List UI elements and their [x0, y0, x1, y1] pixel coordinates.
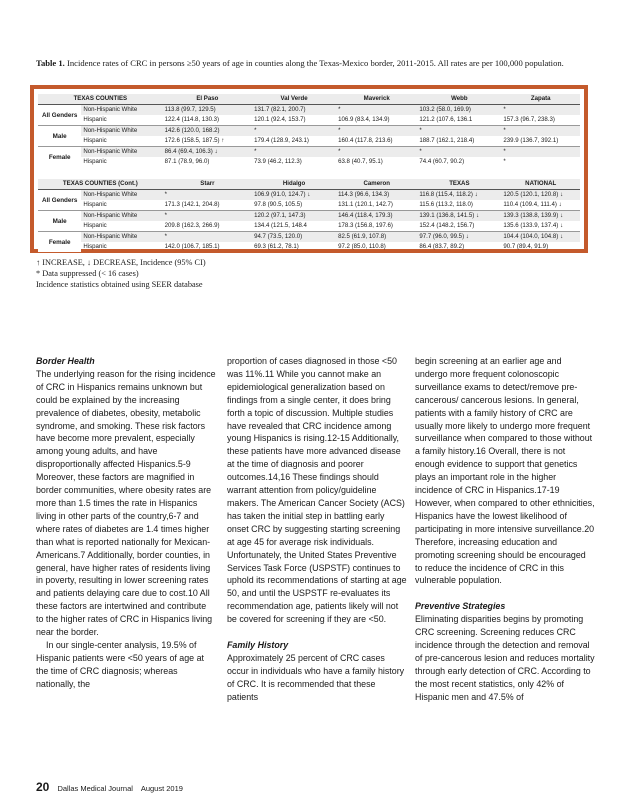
rate-cell: 87.1 (78.9, 96.0) — [164, 158, 210, 165]
body-paragraph: proportion of cases diagnosed in those <50 was 11%.11 While you cannot make an epidemiological generalization based on findings from a single center, it does bring forth a topic of discussion. Multiple studies have revealed that CRC incidence among young Hispanics is rising.12-15 Additionally, these patients have more advanced disease at the time of diagnosis and poorer outcomes.14,16 These findings should warrant attention from policy/guideline makers. The American Cancer Society (ACS) has taken the initial step in battling early onset CRC by suggesting starting screening at age 45 for average risk individuals. Unfortunately, the United States Preventive Services Task Force (USPSTF) continues to uphold its recommendations of starting at age 50, and until the USPSTF re-evaluates its recommendation age, patients likely will not be covered for screening if they are <50. — [227, 356, 407, 625]
subgroup-label: Hispanic — [83, 137, 107, 144]
rate-cell: 121.2 (107.6, 136.1 — [419, 116, 473, 123]
column-header: TEXAS — [417, 179, 501, 190]
rate-cell: 131.7 (82.1, 200.7) — [252, 105, 336, 116]
column-header: NATIONAL — [501, 179, 580, 190]
body-paragraph: begin screening at an earlier age and undergo more frequent colonoscopic surveillance exams to detect/remove pre-cancerous/ cancerous lesions. In general, patients with a family history of CRC are usually more likely to undergo more frequent surveillance when compared to those without a family history.16 Overall, there is not enough evidence to support that genetics plays an important role in the higher incidence of CRC in Hispanics.17-19 However, when compared to other ethnicities, Hispanics have the lowest likelihood of participating in more intensive surveillance.20 Therefore, increasing education and promoting screening should be encouraged to reduce the incidence of CRC in this vulnerable population. — [415, 356, 595, 586]
rate-cell: 178.3 (156.8, 197.6) — [338, 222, 393, 229]
rate-cell: 160.4 (117.8, 213.6) — [338, 137, 393, 144]
rate-cell: 122.4 (114.8, 130.3) — [164, 116, 220, 123]
rate-cell: 146.4 (118.4, 179.3) — [336, 211, 417, 222]
incidence-table-border-counties — [38, 94, 580, 167]
subgroup-label: Hispanic — [83, 243, 107, 250]
table-row — [38, 105, 580, 116]
body-paragraph: Approximately 25 percent of CRC cases occur in individuals who have a family history of CRC. It is recommended that these patients — [227, 652, 405, 702]
rate-cell: 86.4 (83.7, 89.2) — [419, 243, 465, 250]
rate-cell: * — [503, 158, 506, 165]
rate-cell: 142.6 (120.0, 168.2) — [163, 126, 252, 137]
rate-cell: 69.3 (61.2, 78.1) — [254, 243, 299, 250]
paragraph-gap — [415, 587, 595, 600]
rate-cell: 106.9 (91.0, 124.7) ↓ — [252, 190, 336, 201]
column-header: TEXAS COUNTIES (Cont.) — [38, 179, 163, 190]
rate-cell: 120.1 (92.4, 153.7) — [254, 116, 306, 123]
rate-cell: 115.6 (113.2, 118.0) — [419, 201, 473, 208]
column-header: Starr — [163, 179, 252, 190]
table-legend — [36, 257, 596, 290]
group-label: Female — [38, 147, 81, 168]
rate-cell: * — [501, 126, 580, 137]
rate-cell: * — [163, 190, 252, 201]
rate-cell: * — [163, 211, 252, 222]
rate-cell: 209.8 (162.3, 266.9) — [164, 222, 220, 229]
table-header-row — [38, 94, 580, 105]
caption-text: Incidence rates of CRC in persons ≥50 years of age in counties along the Texas-Mexico border, 2011-2015. All rates are per 100,000 population. — [66, 58, 564, 68]
rate-cell: * — [417, 147, 501, 158]
rate-cell: 120.2 (97.1, 147.3) — [252, 211, 336, 222]
issue-date: August 2019 — [140, 784, 183, 793]
rate-cell: * — [252, 147, 336, 158]
subgroup-label: Hispanic — [83, 116, 107, 123]
column-header: Maverick — [336, 94, 417, 105]
rate-cell: 113.8 (99.7, 129.5) — [163, 105, 252, 116]
table-row — [38, 200, 580, 211]
group-label: Female — [38, 232, 81, 253]
rate-cell: 131.1 (120.1, 142.7) — [338, 201, 393, 208]
rate-cell: * — [501, 147, 580, 158]
rate-cell: 97.8 (90.5, 105.5) — [254, 201, 303, 208]
subgroup-label: Hispanic — [83, 201, 107, 208]
rate-cell: 97.7 (96.0, 99.5) ↓ — [417, 232, 501, 243]
rate-cell: 104.4 (104.0, 104.8) ↓ — [501, 232, 580, 243]
subgroup-label: Hispanic — [83, 158, 107, 165]
table-row — [38, 136, 580, 147]
section-heading: Family History — [227, 639, 289, 650]
rate-cell: * — [336, 147, 417, 158]
incidence-table-continued — [38, 179, 580, 252]
table-row — [38, 242, 580, 252]
group-label: All Genders — [38, 190, 81, 211]
rate-cell: * — [501, 105, 580, 116]
rate-cell: 114.3 (96.6, 134.3) — [336, 190, 417, 201]
rate-cell: 152.4 (148.2, 156.7) — [419, 222, 475, 229]
subgroup-label: Non-Hispanic White — [81, 211, 162, 222]
rate-cell: 110.4 (109.4, 111.4) ↓ — [503, 201, 562, 208]
rate-cell: 179.4 (128.9, 243.1) — [254, 137, 309, 144]
incidence-table-frame — [30, 85, 588, 253]
rate-cell: 116.8 (115.4, 118.2) ↓ — [417, 190, 501, 201]
subgroup-label: Non-Hispanic White — [81, 126, 162, 137]
group-label: Male — [38, 126, 81, 147]
table-caption — [36, 58, 596, 69]
rate-cell: 142.0 (106.7, 185.1) — [164, 243, 220, 250]
rate-cell: 139.3 (138.8, 139.9) ↓ — [501, 211, 580, 222]
column-header: Val Verde — [252, 94, 336, 105]
rate-cell: * — [252, 126, 336, 137]
article-column-2 — [227, 355, 407, 703]
group-label: Male — [38, 211, 81, 232]
column-header: Zapata — [501, 94, 580, 105]
caption-label: Table 1. — [36, 58, 65, 68]
rate-cell: 139.1 (136.8, 141.5) ↓ — [417, 211, 501, 222]
table-row — [38, 115, 580, 126]
rate-cell: * — [336, 105, 417, 116]
journal-name: Dallas Medical Journal — [57, 784, 133, 793]
legend-source: Incidence statistics obtained using SEER database — [36, 280, 203, 289]
rate-cell: 239.9 (136.7, 392.1) — [503, 137, 559, 144]
group-label: All Genders — [38, 105, 81, 126]
column-header: El Paso — [163, 94, 252, 105]
rate-cell: 103.2 (58.0, 169.9) — [417, 105, 501, 116]
article-column-3 — [415, 355, 595, 703]
table-row — [38, 232, 580, 243]
table-row — [38, 221, 580, 232]
table-row — [38, 157, 580, 167]
rate-cell: 97.2 (85.0, 110.8) — [338, 243, 386, 250]
column-header: Webb — [417, 94, 501, 105]
subgroup-label: Non-Hispanic White — [81, 147, 162, 158]
page-number: 20 — [36, 780, 50, 794]
article-column-1 — [36, 355, 216, 691]
table-header-row — [38, 179, 580, 190]
rate-cell: 172.6 (158.5, 187.5) ↑ — [164, 137, 225, 144]
rate-cell: 134.4 (121.5, 148.4 — [254, 222, 307, 229]
legend-suppressed: * Data suppressed (< 16 cases) — [36, 269, 139, 278]
table-row — [38, 211, 580, 222]
rate-cell: * — [417, 126, 501, 137]
rate-cell: 90.7 (89.4, 91.9) — [503, 243, 549, 250]
column-header: Hidalgo — [252, 179, 336, 190]
rate-cell: 106.9 (83.4, 134.9) — [338, 116, 390, 123]
table-row — [38, 190, 580, 201]
legend-arrows: ↑ INCREASE, ↓ DECREASE, Incidence (95% CI) — [36, 258, 206, 267]
section-heading: Border Health — [36, 356, 95, 366]
rate-cell: 188.7 (162.1, 218.4) — [419, 137, 475, 144]
table-row — [38, 126, 580, 137]
page-footer — [36, 780, 183, 794]
subgroup-label: Hispanic — [83, 222, 107, 229]
subgroup-label: Non-Hispanic White — [81, 105, 162, 116]
rate-cell: 171.3 (142.1, 204.8) — [164, 201, 220, 208]
rate-cell: 86.4 (69.4, 106.3) ↓ — [163, 147, 252, 158]
rate-cell: 120.5 (120.1, 120.8) ↓ — [501, 190, 580, 201]
body-paragraph: In our single-center analysis, 19.5% of Hispanic patients were <50 years of age at the time of CRC diagnosis; whereas nationally, the — [36, 639, 204, 689]
rate-cell: 63.8 (40.7, 95.1) — [338, 158, 383, 165]
rate-cell: 157.3 (96.7, 238.3) — [503, 116, 555, 123]
rate-cell: 94.7 (73.5, 120.0) — [252, 232, 336, 243]
subgroup-label: Non-Hispanic White — [81, 232, 162, 243]
rate-cell: * — [336, 126, 417, 137]
rate-cell: 135.6 (133.9, 137.4) ↓ — [503, 222, 564, 229]
subgroup-label: Non-Hispanic White — [81, 190, 162, 201]
rate-cell: 74.4 (60.7, 90.2) — [419, 158, 465, 165]
rate-cell: * — [163, 232, 252, 243]
rate-cell: 82.5 (61.9, 107.8) — [336, 232, 417, 243]
section-heading: Preventive Strategies — [415, 601, 506, 612]
rate-cell: 73.9 (46.2, 112.3) — [254, 158, 302, 165]
column-header: Cameron — [336, 179, 417, 190]
column-header: TEXAS COUNTIES — [38, 94, 163, 105]
table-row — [38, 147, 580, 158]
body-paragraph: Eliminating disparities begins by promoting CRC screening. Screening reduces CRC incidence through the detection and removal of pre-cancerous lesion and reduces mortality through early detection of CRC. According to the most recent statistics, only 42% of Hispanic men and 47.5% of — [415, 614, 595, 702]
paragraph-gap — [227, 626, 407, 639]
body-paragraph: The underlying reason for the rising incidence of CRC in Hispanics remains unknown but could be explained by the increasing prevalence of diabetes, obesity, metabolic syndrome, and smoking. These risk factors have become more prevalent, especially among young adults, and have disproportionally affected Hispanics.5-9 Moreover, these factors are magnified in border communities, where obesity rates are more than 1.5 times the rate in Hispanics living in other parts of the country,6-7 and where rates of diabetes are 1.4 times higher than what is reported nationally for Mexican-Americans.7 Additionally, border counties, in general, have higher rates of residents living in poverty, resulting in lower screening rates and patients delaying care due to cost.10 All these factors are intertwined and contribute to the higher rates of CRC in Hispanics living near the border. — [36, 368, 216, 638]
